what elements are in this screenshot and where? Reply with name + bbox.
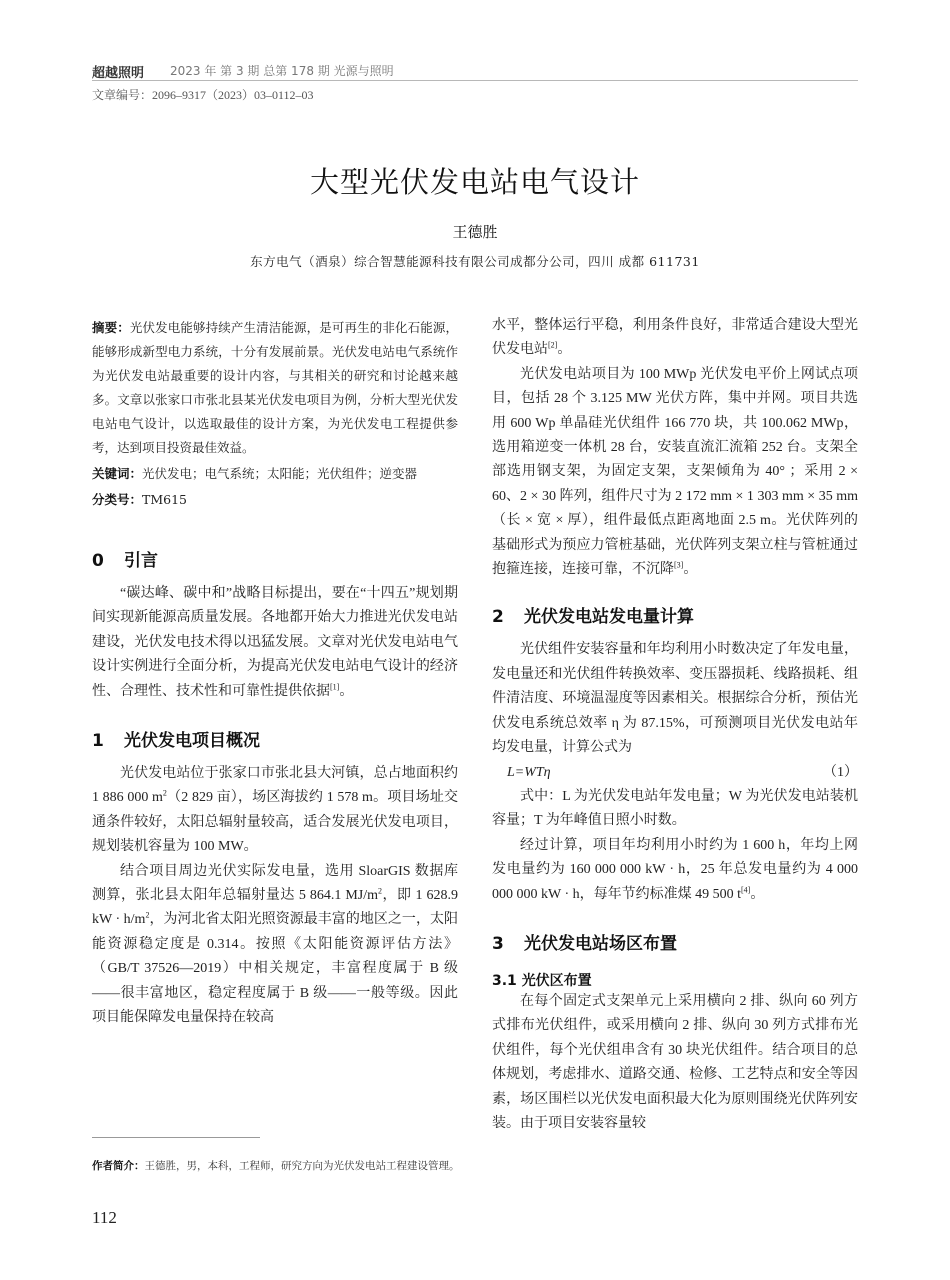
page-number: 112: [92, 1208, 117, 1227]
subsection-3-1-heading: 3.1 光伏区布置: [492, 972, 592, 989]
section-3-heading: 3 光伏发电站场区布置: [492, 933, 677, 954]
issue-info: 2023 年 第 3 期 总第 178 期 光源与照明: [170, 64, 394, 78]
paper-title: 大型光伏发电站电气设计: [309, 165, 640, 199]
author-affiliation: 东方电气（酒泉）综合智慧能源科技有限公司成都分公司，四川 成都 611731: [250, 254, 700, 269]
abstract-text: 光伏发电能够持续产生清洁能源，是可再生的非化石能源，能够形成新型电力系统，十分有发展前景。光伏发电站电气系统作为光伏发电站最重要的设计内容，与其相关的研究和讨论越来越多。文章以张家口市张北县某光伏发电项目为例，分析大型光伏发电站电气设计，以选取最佳的设计方案，为光伏发电工程提供参考，达到项目投资最佳效益。: [92, 320, 458, 455]
section-2-heading: 2 光伏发电站发电量计算: [492, 607, 694, 628]
section-2-paragraph-2: 式中：L 为光伏发电站年发电量；W 为光伏发电站装机容量；T 为年峰值日照小时数。: [492, 788, 858, 829]
footnote-label: 作者简介：: [92, 1160, 145, 1172]
citation: [1]: [330, 681, 340, 691]
classification: [92, 488, 458, 512]
section-1-paragraph-2-continued: 水平，整体运行平稳，利用条件良好，非常适合建设大型光伏发电站[2]。: [492, 318, 858, 358]
author-name: 王德胜: [452, 223, 498, 241]
classification-label: 分类号：: [92, 492, 143, 507]
header-divider: [92, 80, 858, 81]
section-1-paragraph-2: 结合项目周边光伏实际发电量，选用 SloarGIS 数据库测算，张北县太阳年总辐射量达 5 864.1 $MJ/m^2$，即 1 628.9 kW · $h/m^2$，为河北省太阳光照资源最丰富的地区之一，太阳能资源稳定度是 0.314。按照《太阳能资源评估方法》（GB/T 37526—2019）中相关规定，丰富程度属于 B 级——很丰富地区，稳定程度属于 B 级——一般等级。因此项目能保障发电量保持在较高: [92, 863, 458, 1026]
left-column: [92, 316, 458, 1031]
footnote-divider: [92, 1137, 260, 1138]
right-column: [492, 314, 858, 1136]
section-2-paragraph-3: 经过计算，项目年均利用小时约为 1 600 h，年均上网发电量约为 160 000 000 kW · h，25 年总发电量约为 4 000 000 000 kW · h，每年节约标准煤 49 500 t[4]。: [492, 837, 858, 902]
abstract: [92, 316, 458, 460]
keywords: [92, 462, 458, 486]
section-1-paragraph-3: 光伏发电站项目为 100 MWp 光伏发电平价上网试点项目，包括 28 个 3.125 MW 光伏方阵，集中并网。项目共选用 600 Wp 单晶硅光伏组件 166 770 块，共 100.062 MWp，选用箱逆变一体机 28 台，安装直流汇流箱 252 台。支架全部选用钢支架，为固定支架，支架倾角为 40° ；采用 2 × 60、2 × 30 阵列，组件尺寸为 2 172 mm × 1 303 mm × 35 mm（长 × 宽 × 厚），组件最低点距离地面 2.5 m。光伏阵列的基础形式为预应力管桩基础，光伏阵列支架立柱与管桩通过抱箍连接，连接可靠，不沉降[3]。: [492, 366, 858, 578]
citation: [2]: [548, 340, 558, 350]
section-1-paragraph-1: 光伏发电站位于张家口市张北县大河镇，总占地面积约 1 886 000 $m^2(2$ 829 亩），场区海拔约 1 578 m。项目场址交通条件较好，太阳总辐射量较高，适合发展光伏发电项目，规划装机容量为 100 MW。: [92, 766, 459, 855]
article-number: 文章编号：2096–9317（2023）03–0112–03: [92, 88, 314, 102]
citation: [4]: [741, 884, 751, 894]
equation-expression: L=WTη: [507, 764, 551, 780]
section-3-1-paragraph: 在每个固定式支架单元上采用横向 2 排、纵向 60 列方式排布光伏组件，或采用横向 2 排、纵向 30 列方式排布光伏组件，每个光伏组串含有 30 块光伏组件。结合项目的总体规划，考虑排水、道路交通、检修、工艺特点和安全等因素，场区围栏以光伏发电面积最大化为原则围绕光伏阵列安装。由于项目安装容量较: [492, 993, 858, 1131]
equation-1: [492, 761, 858, 785]
abstract-label: 摘要：: [92, 320, 130, 335]
citation: [3]: [674, 560, 684, 570]
keywords-text: 光伏发电；电气系统；太阳能；光伏组件；逆变器: [142, 466, 418, 481]
keywords-label: 关键词：: [92, 466, 143, 481]
section-1-heading: 1 光伏发电项目概况: [92, 731, 260, 752]
classification-number: TM615: [142, 492, 188, 507]
footnote-text: 王德胜，男，本科，工程师，研究方向为光伏发电站工程建设管理。: [144, 1160, 460, 1172]
equation-number: （1）: [823, 764, 858, 780]
section-2-paragraph-1: 光伏组件安装容量和年均利用小时数决定了年发电量，发电量还和光伏组件转换效率、变压器损耗、线路损耗、组件清洁度、环境温湿度等因素相关。根据综合分析，预估光伏发电系统总效率 η 为 87.15%，可预测项目光伏发电站年均发电量，计算公式为: [492, 642, 858, 756]
author-bio-footnote: [92, 1158, 462, 1175]
section-0-heading: 0 引言: [92, 551, 158, 571]
journal-name: 超越照明: [92, 66, 145, 81]
section-0-paragraph: “碳达峰、碳中和”战略目标提出，要在“十四五”规划期间实现新能源高质量发展。各地都开始大力推进光伏发电站建设，光伏发电技术得以迅猛发展。文章对光伏发电站电气设计实例进行全面分析，为提高光伏发电站电气设计的经济性、合理性、技术性和可靠性提供依据[1]。: [92, 586, 458, 699]
